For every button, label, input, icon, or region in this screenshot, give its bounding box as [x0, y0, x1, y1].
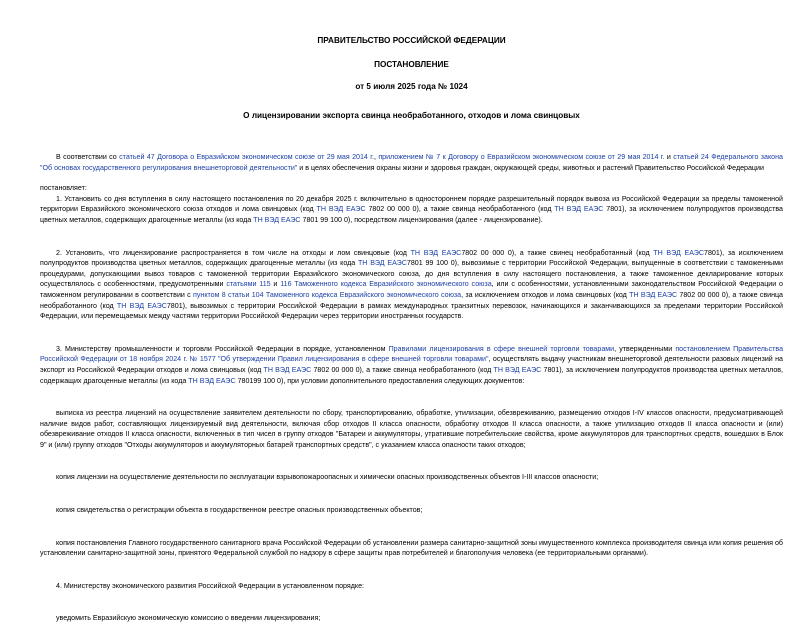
- preamble-text: ,: [373, 153, 379, 161]
- link-tn-ved[interactable]: ТН ВЭД ЕАЭС: [263, 365, 312, 374]
- paragraph-2: [40, 248, 783, 322]
- link-tn-ved[interactable]: ТН ВЭД ЕАЭС: [357, 259, 407, 268]
- document-title: О лицензировании экспорта свинца необработанного, отходов и лома свинцовых: [243, 111, 580, 120]
- link-tn-ved[interactable]: ТН ВЭД ЕАЭС: [316, 205, 366, 214]
- paragraph-text: 7801), вывозимых с территории Российской Федерации в рамках международных транзитных перевозок, начинающихся и заканчивающихся за пределами территории Российской Федерации, или перемещаемых между частями территории Российской Федерации через территории иностранных государств.: [40, 301, 784, 321]
- paragraph-text: 7801), за исключением полупродуктов производства цветных металлов, содержащих драгоценные металлы (из кода: [40, 205, 783, 224]
- paragraph-text: 7801), за исключением полупродуктов производства цветных металлов, содержащих драгоценные металлы (из кода: [40, 365, 784, 385]
- paragraph-text: 7801 99 100 0), вывозимые с территории Российской Федерации, выпущенные в соответствии с таможенными процедурами, допускающими вывоз товаров с таможенной территории Евразийского экономического союза, до дня вступления в силу настоящего постановления, а также таможенное декларирование которых осуществлялось с особенностями, предусмотренными: [40, 259, 783, 289]
- preamble-text: и: [664, 153, 674, 161]
- link-tn-ved[interactable]: ТН ВЭД ЕАЭС: [116, 301, 167, 310]
- link-tn-ved[interactable]: ТН ВЭД ЕАЭС: [253, 215, 301, 224]
- paragraph-text: 3. Министерству промышленности и торговли Российской Федерации в порядке, установленном: [56, 344, 389, 353]
- document-item-license-copy: копия лицензии на осуществление деятельности по эксплуатации взрывопожароопасных и химически опасных производственных объектов I-III классов опасности;: [56, 473, 599, 482]
- link-article-116-customs-code[interactable]: 116 Таможенного кодекса Евразийского экономического союза: [280, 280, 492, 289]
- paragraph-text: 7802 00 000 0), а также свинца необработанного (код: [311, 365, 494, 374]
- paragraph-text: , или с особенностями, установленными законодательством Российской Федерации о таможенном регулировании в соответствии с: [40, 280, 783, 299]
- paragraph-text: , за исключением отходов и лома свинцовых (код: [461, 290, 630, 299]
- link-article-47[interactable]: статьей 47 Договора о Евразийском экономическом союзе от 29 мая 2014 г.: [119, 153, 374, 161]
- link-resolution-1577[interactable]: постановлением Правительства Российской Федерации от 18 ноября 2024 г. № 1577 "Об утверждении Правил лицензирования в сфере внешней торговли товарами": [40, 344, 784, 364]
- link-tn-ved[interactable]: ТН ВЭД ЕАЭС: [410, 248, 462, 257]
- paragraph-text: 780199 100 0), при условии дополнительного предоставления следующих документов:: [235, 376, 525, 385]
- paragraph-text: 7801), за исключением полупродуктов производства цветных металлов, содержащих драгоценные металлы (из кода: [40, 248, 784, 268]
- decrees-line: постановляет:: [40, 184, 87, 193]
- link-article-115[interactable]: статьями 115: [226, 280, 271, 289]
- paragraph-text: 7802 00 000 0), а также свинца необработанного (код: [365, 205, 555, 214]
- link-tn-ved[interactable]: ТН ВЭД ЕАЭС: [629, 290, 678, 299]
- preamble-text: В соответствии со: [56, 153, 120, 161]
- paragraph-4: 4. Министерству экономического развития Российской Федерации в установленном порядке:: [56, 581, 364, 590]
- paragraph-text: и: [270, 280, 281, 289]
- preamble-paragraph: [40, 152, 783, 173]
- link-tn-ved[interactable]: ТН ВЭД ЕАЭС: [188, 376, 236, 385]
- link-tn-ved[interactable]: ТН ВЭД ЕАЭС: [493, 365, 542, 374]
- link-tn-ved[interactable]: ТН ВЭД ЕАЭС: [653, 248, 705, 257]
- paragraph-text: 7802 00 000 0), а также свинца необработанного (код: [40, 290, 784, 310]
- paragraph-text: 1. Установить со дня вступления в силу настоящего постановления по 20 декабря 2025 г. включительно в одностороннем порядке разрешительный порядок вывоза из Российской Федерации за пределы таможенной территории Евразийского экономического союза отходов и лома свинцовых (код: [40, 194, 783, 214]
- document-item-sanitary-resolution: копия постановления Главного государственного санитарного врача Российской Федерации об установлении размера санитарно-защитной зоны имущественного комплекса производителя свинца или копия решения об установлении санитарно-защитной зоны, принятого Федеральной службой по надзору в сфере защиты прав потребителей и благополучия человека (ее территориальными органами).: [40, 538, 783, 558]
- paragraph-text: , осуществлять выдачу участникам внешнеторговой деятельности разовых лицензий на экспорт из Российской Федерации отходов и лома свинцовых (код: [40, 355, 783, 374]
- document-item-registry-extract: выписка из реестра лицензий на осуществление заявителем деятельности по сбору, транспортированию, обработке, утилизации, обезвреживанию, размещению отходов I-IV классов опасности, предусматривающей наличие видов работ, составляющих лицензируемый вид деятельности, включая сбор отходов II класса опасности, обработку отходов II класса опасности, а также утилизацию отходов II класса опасности и (или) обезвреживание отходов II класса опасности, включенных в тип чисел в группу отходов "Батареи и аккумуляторы, утратившие потребительские свойства, кроме аккумуляторов для транспортных средств, вошедших в Блок 9" и (или) группу отходов "Отходы аккумуляторов и аккумуляторных батарей транспортных средств", с указанием класса опасности таких отходов;: [40, 409, 783, 449]
- paragraph-text: , утвержденными: [614, 344, 676, 353]
- document-type-heading: ПОСТАНОВЛЕНИЕ: [374, 60, 449, 69]
- government-heading: ПРАВИТЕЛЬСТВО РОССИЙСКОЙ ФЕДЕРАЦИИ: [317, 36, 506, 45]
- link-article-104-customs-code[interactable]: пунктом 8 статьи 104 Таможенного кодекса Евразийского экономического союза: [193, 290, 462, 299]
- paragraph-1: [40, 194, 783, 226]
- link-tn-ved[interactable]: ТН ВЭД ЕАЭС: [554, 205, 604, 214]
- paragraph-4-item: уведомить Евразийскую экономическую комиссию о введении лицензирования;: [56, 614, 321, 623]
- paragraph-text: 2. Установить, что лицензирование распространяется в том числе на отходы и лом свинцовые (код: [56, 248, 411, 257]
- link-licensing-rules[interactable]: Правилами лицензирования в сфере внешней торговли товарами: [388, 344, 615, 353]
- paragraph-text: 7801 99 100 0), посредством лицензирования (далее - лицензирование).: [300, 215, 543, 224]
- preamble-text: и в целях обеспечения охраны жизни и здоровья граждан, окружающей среды, животных и растений Правительство Российской Федерации: [297, 163, 764, 172]
- paragraph-text: 7802 00 000 0), а также свинец необработанный (код: [461, 248, 654, 257]
- date-number-heading: от 5 июля 2025 года № 1024: [355, 82, 468, 91]
- link-federal-law-art-24[interactable]: статьей 24 Федерального закона "Об основах государственного регулирования внешнеторговой деятельности": [40, 153, 783, 172]
- document-item-certificate-copy: копия свидетельства о регистрации объекта в государственном реестре опасных производственных объектов;: [56, 506, 423, 515]
- link-annex-7[interactable]: приложением № 7 к Договору о Евразийском экономическом союзе от 29 мая 2014 г.: [378, 153, 665, 161]
- paragraph-3: [40, 344, 783, 386]
